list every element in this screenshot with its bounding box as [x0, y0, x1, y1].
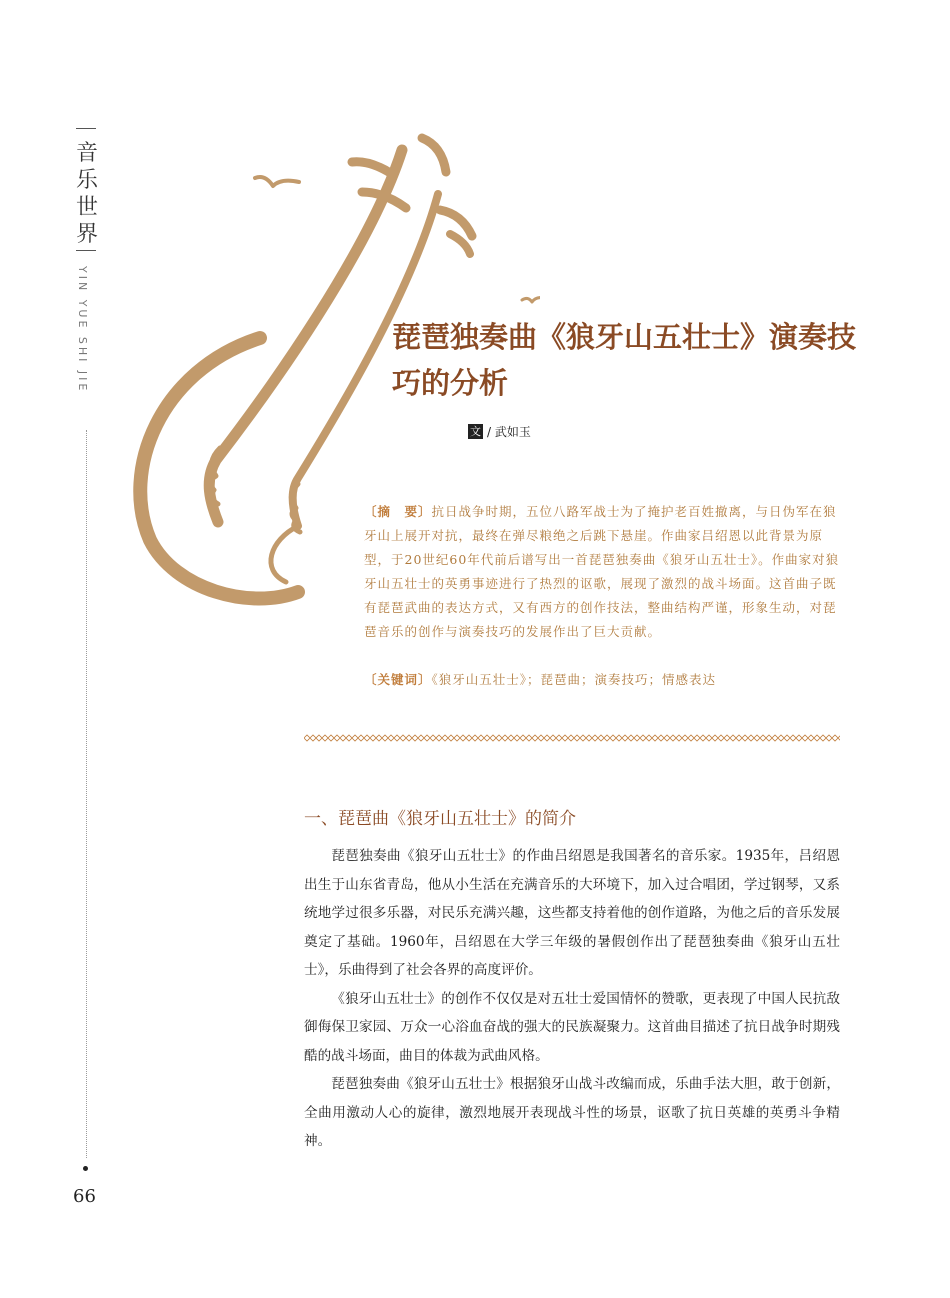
column-title: 音乐世界 — [75, 141, 98, 247]
tuning-peg — [450, 234, 470, 254]
section-heading: 一、琵琶曲《狼牙山五壮士》的简介 — [304, 809, 576, 829]
body-paragraph: 《狼牙山五壮士》的创作不仅仅是对五壮士爱国情怀的赞歌，更表现了中国人民抗敌御侮保卫家园、万众一心浴血奋战的强大的民族凝聚力。这首曲目描述了抗日战争时期残酷的战斗场面，曲目的体裁为武曲风格。 — [304, 990, 840, 1064]
body-text — [304, 842, 840, 1156]
bird-icon — [522, 298, 540, 303]
body-paragraph: 琵琶独奏曲《狼牙山五壮士》根据狼牙山战斗改编而成，乐曲手法大胆，敢于创新，全曲用激动人心的旋律，激烈地展开表现战斗性的场景，讴歌了抗日英雄的英勇斗争精神。 — [304, 1076, 840, 1149]
tuning-peg — [352, 162, 392, 174]
column-dotted-rule — [86, 430, 87, 1158]
bird-icon — [255, 177, 299, 186]
byline-mark: 文 — [470, 425, 481, 438]
keywords — [364, 668, 842, 692]
article-title: 琵琶独奏曲《狼牙山五壮士》演奏技巧的分析 — [392, 320, 857, 400]
pipa-flourish — [271, 526, 298, 582]
tuning-peg — [440, 210, 472, 236]
abstract — [364, 500, 842, 644]
ornamental-divider — [304, 734, 840, 742]
abstract-label: 〔摘 要〕 — [364, 504, 432, 519]
column-rule-top — [76, 128, 96, 129]
tuning-peg — [422, 138, 446, 172]
keywords-text: 《狼牙山五壮士》；琵琶曲；演奏技巧；情感表达 — [431, 672, 717, 687]
byline — [468, 423, 531, 440]
column-rule-middle — [76, 250, 96, 251]
page-bullet — [83, 1166, 88, 1171]
column-pinyin: YIN YUE SHI JIE — [76, 266, 89, 394]
body-paragraph: 琵琶独奏曲《狼牙山五壮士》的作曲吕绍恩是我国著名的音乐家。1935年，吕绍恩出生于山东省青岛，他从小生活在充满音乐的大环境下，加入过合唱团，学过钢琴，又系统地学过很多乐器，对民乐充满兴趣，这些都支持着他的创作道路，为他之后的音乐发展奠定了基础。1960年，吕绍恩在大学三年级的暑假创作出了琵琶独奏曲《狼牙山五壮士》，乐曲得到了社会各界的高度评价。 — [304, 848, 840, 978]
byline-author: / 武如玉 — [487, 425, 531, 439]
abstract-text: 抗日战争时期，五位八路军战士为了掩护老百姓撤离，与日伪军在狼牙山上展开对抗，最终在弹尽粮绝之后跳下悬崖。作曲家吕绍恩以此背景为原型，于20世纪60年代前后谱写出一首琵琶独奏曲《狼牙山五壮士》。作曲家对狼牙山五壮士的英勇事迹进行了热烈的讴歌，展现了激烈的战斗场面。这首曲子既有琵琶武曲的表达方式，又有西方的创作技法，整曲结构严谨，形象生动，对琵琶音乐的创作与演奏技巧的发展作出了巨大贡献。 — [364, 504, 840, 639]
keywords-label: 〔关键词〕 — [364, 672, 432, 687]
page-number: 66 — [73, 1186, 96, 1207]
